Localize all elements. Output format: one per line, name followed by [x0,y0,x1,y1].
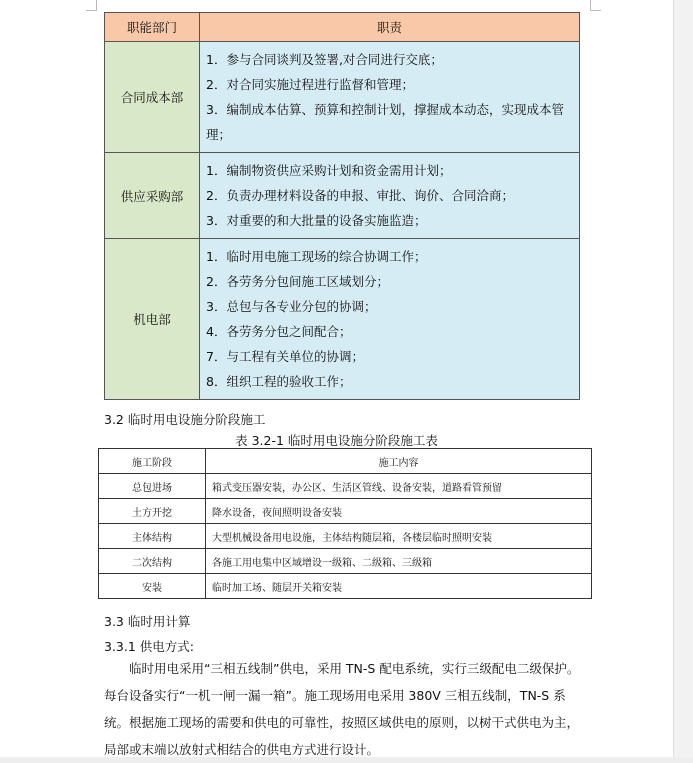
duty-cell [200,239,580,400]
duty-line: 1．临时用电施工现场的综合协调工作； [206,249,427,264]
duty-line: 1．参与合同谈判及签署,对合同进行交底； [206,52,443,67]
stage-cell: 安装 [99,574,206,599]
body-paragraph [104,655,592,763]
paragraph-line: 统。根据施工现场的需要和供电的可靠性，按照区域供电的原则，以树干式供电为主， [104,715,580,730]
margin-corner-mark [86,0,97,11]
header-dept: 职能部门 [105,13,200,42]
table-caption: 表 3.2-1 临时用电设施分阶段施工表 [235,433,438,448]
table-header-row [99,449,592,474]
responsibility-table [104,12,580,400]
dept-cell: 合同成本部 [105,42,200,153]
duty-cell [200,42,580,153]
table-row [105,239,580,400]
duty-line: 2．负责办理材料设备的申报、审批、询价、合同洽商； [206,188,514,203]
section-heading-3-2: 3.2 临时用电设施分阶段施工 [104,412,266,427]
stage-cell: 总包进场 [99,474,206,499]
content-cell: 降水设备，夜间照明设备安装 [206,499,592,524]
header-content: 施工内容 [206,449,592,474]
duty-line: 2．各劳务分包间施工区域划分； [206,274,389,289]
table-row [99,549,592,574]
table-row [99,499,592,524]
content-cell: 箱式变压器安装，办公区、生活区管线、设备安装，道路看管预留 [206,474,592,499]
dept-cell: 供应采购部 [105,153,200,239]
header-stage: 施工阶段 [99,449,206,474]
stage-cell: 二次结构 [99,549,206,574]
table-row [99,474,592,499]
section-heading-3-3-1: 3.3.1 供电方式: [104,639,194,654]
table-row [105,153,580,239]
duty-line: 8．组织工程的验收工作； [206,374,352,389]
dept-cell: 机电部 [105,239,200,400]
table-row [99,524,592,549]
duty-line: 1．编制物资供应采购计划和资金需用计划； [206,163,452,178]
duty-line: 4．各劳务分包之间配合； [206,324,352,339]
duty-cell [200,153,580,239]
duty-line: 3．对重要的和大批量的设备实施监造； [206,213,427,228]
stage-table [98,448,592,599]
margin-corner-mark [590,0,601,11]
duty-line: 3．总包与各专业分包的协调； [206,299,377,314]
content-cell: 大型机械设备用电设施，主体结构随层箱，各楼层临时照明安装 [206,524,592,549]
table-row [105,42,580,153]
table-header-row [105,13,580,42]
duty-line: 3．编制成本估算、预算和控制计划，撑握成本动态，实现成本管 [206,102,564,117]
duty-line: 2．对合同实施过程进行监督和管理； [206,77,414,92]
duty-line: 理； [206,127,232,142]
vertical-scrollbar[interactable] [673,0,693,757]
section-heading-3-3: 3.3 临时用计算 [104,614,191,629]
paragraph-line: 临时用电采用“三相五线制”供电，采用 TN-S 配电系统，实行三级配电二级保护。 [104,661,580,676]
stage-cell: 土方开挖 [99,499,206,524]
content-cell: 各施工用电集中区域增设一级箱、二级箱、三级箱 [206,549,592,574]
duty-line: 7．与工程有关单位的协调； [206,349,364,364]
paragraph-line: 每台设备实行“一机一闸一漏一箱”。施工现场用电采用 380V 三相五线制，TN-S 系 [104,688,566,703]
content-cell: 临时加工场、随层开关箱安装 [206,574,592,599]
table-row [99,574,592,599]
header-duty: 职责 [200,13,580,42]
paragraph-line: 局部或末端以放射式相结合的供电方式进行设计。 [104,742,380,757]
stage-cell: 主体结构 [99,524,206,549]
